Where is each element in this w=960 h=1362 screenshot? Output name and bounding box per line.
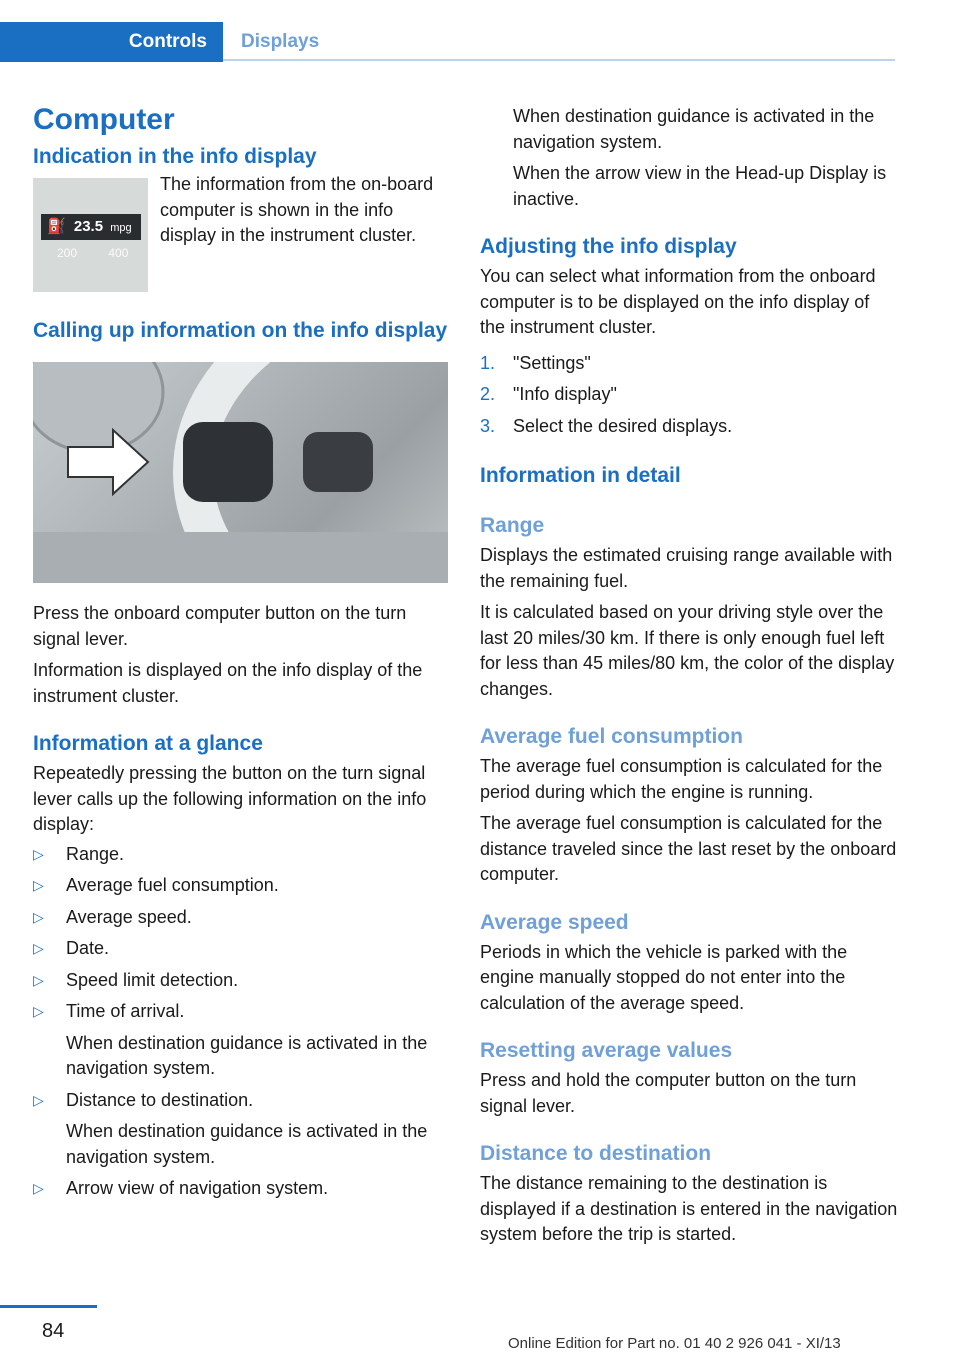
list-item-text: Time of arrival. xyxy=(66,1001,185,1021)
calling-up-text-1: Press the onboard computer button on the turn signal lever. xyxy=(33,603,407,649)
resetting-text: Press and hold the computer button on the turn signal lever. xyxy=(480,1070,857,1116)
step-number: 3. xyxy=(480,415,496,436)
at-a-glance-text: Repeatedly pressing the button on the turn signal lever calls up the following information on the info display: xyxy=(33,763,427,834)
steering-wheel-image xyxy=(33,362,448,583)
steps-list xyxy=(480,351,898,440)
heading-in-detail: Information in detail xyxy=(480,464,681,487)
heading-adjusting: Adjusting the info display xyxy=(480,235,737,258)
thumbnail-value: 23.5 xyxy=(73,218,104,235)
list-item-subtext: When destination guidance is activated in the navigation system. xyxy=(66,1032,428,1078)
step-text: "Info display" xyxy=(513,384,617,404)
list-item-text: Distance to destination. xyxy=(66,1089,254,1110)
list-item-text: Range. xyxy=(66,843,125,864)
heading-calling-up: Calling up information on the info display xyxy=(33,319,448,342)
average-speed-text: Periods in which the vehicle is parked with the engine manually stopped do not enter into the calculation of the average speed. xyxy=(480,941,848,1013)
fuel-pump-icon: ⛽ xyxy=(47,218,66,235)
gauge-label-400: 400 xyxy=(108,246,129,260)
step-text: Select the desired displays. xyxy=(513,415,733,436)
step-text: "Settings" xyxy=(513,352,591,373)
continued-text-1: When destination guidance is activated in the navigation system. xyxy=(513,106,875,152)
heading-average-fuel: Average fuel consumption xyxy=(480,725,743,748)
heading-range: Range xyxy=(480,514,545,537)
list-item-text: Date. xyxy=(66,938,110,958)
list-item-text: Average fuel consumption. xyxy=(66,875,279,895)
heading-average-speed: Average speed xyxy=(480,910,629,934)
step-item xyxy=(480,351,898,377)
list-item xyxy=(33,1088,448,1171)
list-item-text: Average speed. xyxy=(66,906,192,927)
list-item-subtext: When destination guidance is activated in the navigation system. xyxy=(66,1121,428,1167)
adjusting-text: You can select what information from the onboard computer is to be displayed on the info display of the instrument cluster. xyxy=(480,266,876,337)
triangle-bullet-icon: ▷ xyxy=(33,1180,44,1196)
list-item-text: Arrow view of navigation system. xyxy=(66,1178,329,1198)
tab-controls[interactable]: Controls xyxy=(0,22,223,62)
thumbnail-unit: mpg xyxy=(110,222,132,234)
thumbnail-gauge xyxy=(43,246,128,260)
distance-text: The distance remaining to the destination is displayed if a destination is entered in the navigation system before the trip is started. xyxy=(480,1173,898,1244)
right-column xyxy=(480,104,898,1248)
triangle-bullet-icon: ▷ xyxy=(33,908,44,925)
range-text-2: It is calculated based on your driving style over the last 20 miles/30 km. If there is only enough fuel left for less than 45 miles/80 km, the color of the display changes. xyxy=(480,602,895,699)
triangle-bullet-icon: ▷ xyxy=(33,845,44,862)
list-item xyxy=(33,999,448,1082)
page-title: Computer xyxy=(33,103,175,136)
step-number: 1. xyxy=(480,352,496,373)
continued-text-2: When the arrow view in the Head-up Display is inactive. xyxy=(513,163,887,209)
range-text-1: Displays the estimated cruising range available with the remaining fuel. xyxy=(480,545,893,591)
steering-wheel-illustration xyxy=(33,362,448,583)
heading-resetting: Resetting average values xyxy=(480,1039,733,1062)
info-list xyxy=(33,842,448,1202)
triangle-bullet-icon: ▷ xyxy=(33,1091,44,1108)
list-item xyxy=(33,873,448,899)
list-item xyxy=(33,1176,448,1202)
heading-distance: Distance to destination xyxy=(480,1142,712,1165)
intro-row xyxy=(33,172,448,292)
list-item xyxy=(33,968,448,994)
triangle-bullet-icon: ▷ xyxy=(33,971,44,988)
header-rule xyxy=(223,59,895,61)
list-item xyxy=(33,842,448,868)
tab-displays[interactable]: Displays xyxy=(241,31,320,52)
left-column xyxy=(33,96,448,1208)
average-fuel-text-2: The average fuel consumption is calculated for the distance traveled since the last reset by the onboard computer. xyxy=(480,813,897,884)
triangle-bullet-icon: ▷ xyxy=(33,877,44,893)
heading-at-a-glance: Information at a glance xyxy=(33,732,263,755)
gauge-label-200: 200 xyxy=(57,246,78,260)
step-item xyxy=(480,414,898,440)
step-item xyxy=(480,382,898,408)
heading-indication: Indication in the info display xyxy=(33,145,317,168)
thumbnail-screen xyxy=(41,214,141,240)
triangle-bullet-icon: ▷ xyxy=(33,1003,44,1019)
intro-text: The information from the on-board computer is shown in the info display in the instrument cluster. xyxy=(160,174,434,245)
average-fuel-text-1: The average fuel consumption is calculated for the period during which the engine is running. xyxy=(480,756,883,802)
page-number: 84 xyxy=(42,1320,65,1342)
list-item-text: Speed limit detection. xyxy=(66,969,239,990)
triangle-bullet-icon: ▷ xyxy=(33,940,44,956)
list-item xyxy=(33,905,448,931)
calling-up-text-2: Information is displayed on the info display of the instrument cluster. xyxy=(33,660,423,706)
step-number: 2. xyxy=(480,384,496,404)
edition-line: Online Edition for Part no. 01 40 2 926 041 - XI/13 xyxy=(508,1335,841,1352)
info-display-thumbnail xyxy=(33,178,148,292)
footer-rule xyxy=(0,1305,97,1308)
list-item xyxy=(33,936,448,962)
header-tabs xyxy=(0,22,895,62)
